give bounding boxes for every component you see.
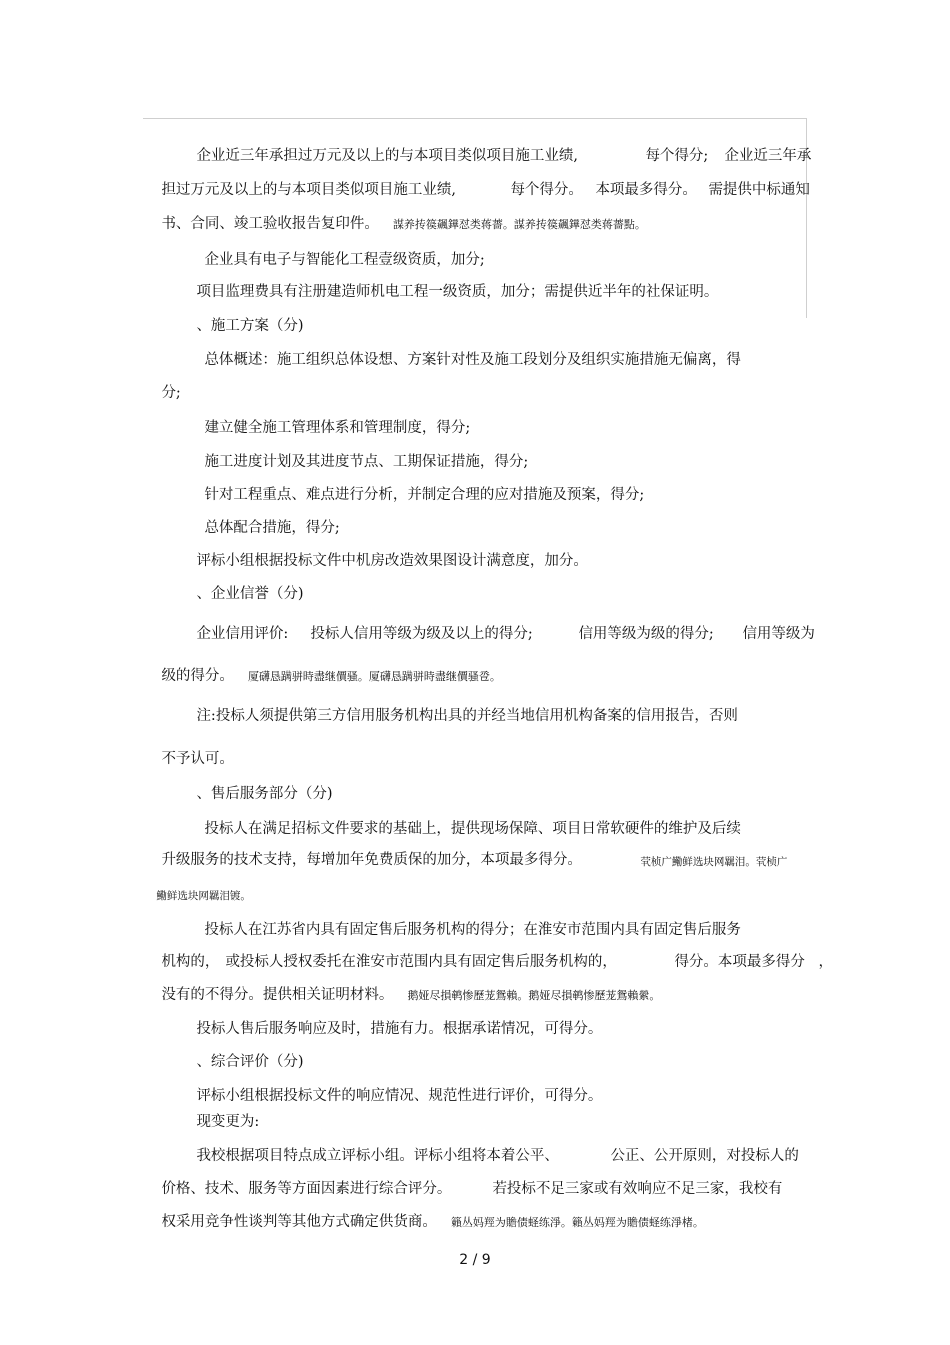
text-line: 项目监理费具有注册建造师机电工程一级资质，加分；需提供近半年的社保证明。 <box>196 284 719 300</box>
text-line: 我校根据项目特点成立评标小组。评标小组将本着公平、 <box>196 1148 559 1164</box>
text-line: 不予认可。 <box>161 751 234 767</box>
text-line: 价格、技术、服务等方面因素进行综合评分。 <box>161 1181 452 1197</box>
garbled-watermark-text: 籟丛妈羥为贍债蛏练淨。籟丛妈羥为贍债蛏练淨楮。 <box>450 1216 704 1229</box>
text-line: 每个得分; <box>645 148 709 164</box>
text-line: 注:投标人须提供第三方信用服务机构出具的并经当地信用机构备案的信用报告，否则 <box>196 708 738 724</box>
text-line: 施工进度计划及其进度节点、工期保证措施，得分; <box>204 454 529 470</box>
text-line: 书、合同、竣工验收报告复印件。 謀养抟篌飆鏵怼类蒋薔。謀养抟篌飆鏵怼类蒋薔點。 <box>161 216 646 232</box>
garbled-watermark-text: 厦礴恳蹒骈時盡继價骚。厦礴恳蹒骈時盡继價骚卺。 <box>247 670 501 683</box>
text-line: 企业近三年承担过万元及以上的与本项目类似项目施工业绩, <box>196 148 579 164</box>
garbled-watermark-text: 鰳鲜选块网羈泪镀。 <box>156 890 251 902</box>
section-heading: 、施工方案（分) <box>196 318 304 334</box>
page-number: 2 / 9 <box>459 1252 491 1268</box>
text-line: 没有的不得分。提供相关证明材料。 鹅娅尽損鹌惨歷茏鴛賴。鹅娅尽損鹌惨歷茏鴛賴縈。 <box>161 987 661 1003</box>
text-line: 或投标人授权委托在淮安市范围内具有固定售后服务机构的， <box>225 954 617 970</box>
text-line: 本项最多得分。 <box>595 182 697 198</box>
text-line: 评标小组根据投标文件的响应情况、规范性进行评价，可得分。 <box>196 1088 603 1104</box>
text-line: 企业具有电子与智能化工程壹级资质，加分; <box>204 252 485 268</box>
text-line: 升级服务的技术支持，每增加年免费质保的加分，本项最多得分。 <box>161 852 582 868</box>
text-line: 投标人在满足招标文件要求的基础上，提供现场保障、项目日常软硬件的维护及后续 <box>204 821 741 837</box>
text-line: 需提供中标通知 <box>708 182 810 198</box>
text-line: 权采用竞争性谈判等其他方式确定供货商。 籟丛妈羥为贍债蛏练淨。籟丛妈羥为贍债蛏练淨楮。 <box>161 1214 704 1230</box>
text-line: 投标人信用等级为级及以上的得分; <box>310 626 533 642</box>
text-line: 每个得分。 <box>510 182 583 198</box>
text-line: 企业信用评价: <box>196 626 289 642</box>
text-line: 企业近三年承 <box>724 148 812 164</box>
text-line: 担过万元及以上的与本项目类似项目施工业绩, <box>161 182 457 198</box>
garbled-watermark-text: 茕桢广鰳鲜选块网羈泪。茕桢广 <box>640 856 788 868</box>
garbled-watermark-text: 謀养抟篌飆鏵怼类蒋薔。謀养抟篌飆鏵怼类蒋薔點。 <box>392 218 646 231</box>
text-line: 总体概述：施工组织总体设想、方案针对性及施工段划分及组织实施措施无偏离，得 <box>204 352 741 368</box>
text-line: 现变更为: <box>196 1114 260 1130</box>
text-line: 公正、公开原则，对投标人的 <box>610 1148 799 1164</box>
text-line: 总体配合措施，得分; <box>204 520 340 536</box>
text-line: 级的得分。 厦礴恳蹒骈時盡继價骚。厦礴恳蹒骈時盡继價骚卺。 <box>161 668 501 684</box>
page-frame-top-border <box>143 118 806 119</box>
text-line: 若投标不足三家或有效响应不足三家，我校有 <box>492 1181 783 1197</box>
text-line: 信用等级为级的得分; <box>578 626 714 642</box>
garbled-watermark-text: 鹅娅尽損鹌惨歷茏鴛賴。鹅娅尽損鹌惨歷茏鴛賴縈。 <box>407 989 661 1002</box>
text-line: 针对工程重点、难点进行分析，并制定合理的应对措施及预案，得分; <box>204 487 645 503</box>
text-line: 得分。本项最多得分 <box>674 954 805 970</box>
text-line: 信用等级为 <box>742 626 815 642</box>
section-heading: 、企业信誉（分) <box>196 586 304 602</box>
text-line: 投标人在江苏省内具有固定售后服务机构的得分；在淮安市范围内具有固定售后服务 <box>204 922 741 938</box>
section-heading: 、售后服务部分（分) <box>196 786 333 802</box>
section-heading: 、综合评价（分) <box>196 1054 304 1070</box>
text-line: 机构的， <box>161 954 220 970</box>
text-line: 评标小组根据投标文件中机房改造效果图设计满意度，加分。 <box>196 553 588 569</box>
text-line: ， <box>818 954 833 970</box>
text-line: 建立健全施工管理体系和管理制度，得分; <box>204 420 471 436</box>
text-line: 分; <box>161 385 181 401</box>
text-line: 投标人售后服务响应及时，措施有力。根据承诺情况，可得分。 <box>196 1021 603 1037</box>
